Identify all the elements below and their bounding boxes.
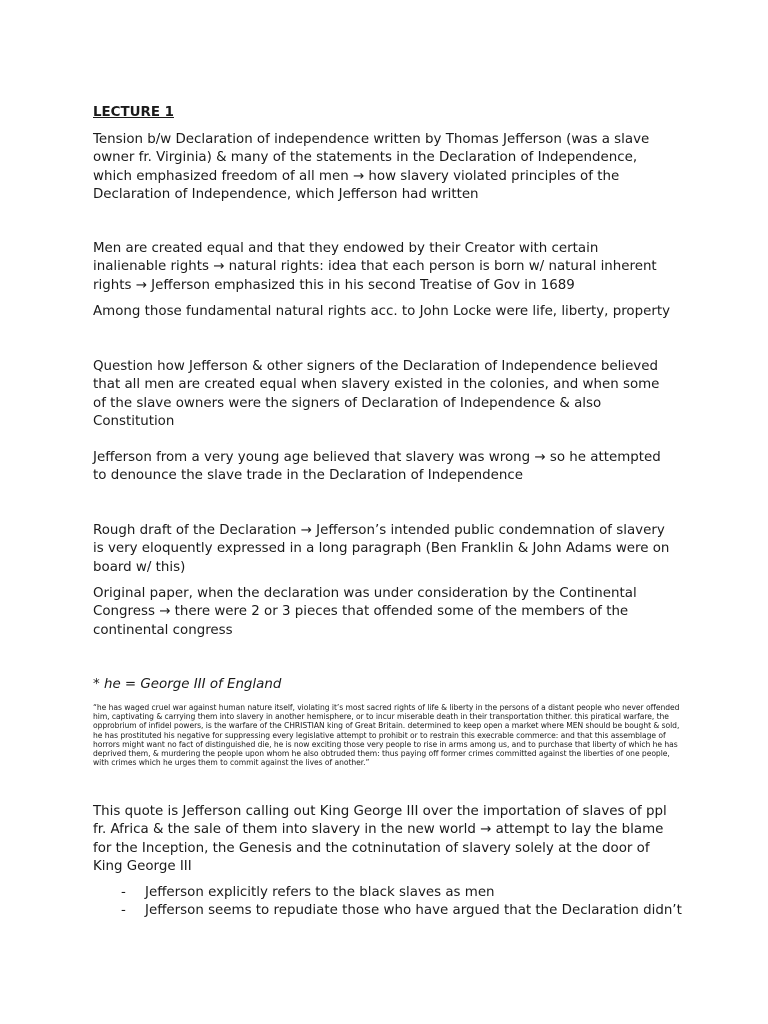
list-item-text: Jefferson seems to repudiate those who have argued that the Declaration didn’t [145,903,682,919]
list-item [93,902,693,920]
lecture-heading: LECTURE 1 [93,105,174,120]
paragraph-rough-draft: Rough draft of the Declaration → Jefferson’s intended public condemnation of slavery is very eloquently expressed in a long paragraph (Ben Franklin & John Adams were on board w/ this) [93,523,670,575]
paragraph-tension: Tension b/w Declaration of independence written by Thomas Jefferson (was a slave owner fr. Virginia) & many of the statements in the Declaration of Independence, which emphasized freedom of all men → how slavery violated principles of the Declaration of Independence, which Jefferson had written [93,132,650,202]
paragraph-original-paper: Original paper, when the declaration was under consideration by the Continental Congress → there were 2 or 3 pieces that offended some of the members of the continental congress [93,586,637,638]
paragraph-young-age: Jefferson from a very young age believed that slavery was wrong → so he attempted to denounce the slave trade in the Declaration of Independence [93,450,661,484]
list-item-text: Jefferson explicitly refers to the black slaves as men [145,885,495,900]
bullet-list [93,884,693,921]
list-item [93,884,693,902]
paragraph-locke-rights: Among those fundamental natural rights acc. to John Locke were life, liberty, property [93,304,671,319]
paragraph-natural-rights: Men are created equal and that they endowed by their Creator with certain inalienable rights → natural rights: idea that each person is born w/ natural inherent rights → Jefferson emphasized this in his second Treatise of Gov in 1689 [93,241,657,293]
bullet-dash: - [121,903,126,919]
paragraph-question-signers: Question how Jefferson & other signers of the Declaration of Independence believed that all men are created equal when slavery existed in the colonies, and when some of the slave owners were the signers of Declaration of Independence & also Constitution [93,359,660,429]
quote-label: * he = George III of England [93,677,282,692]
paragraph-quote-explanation: This quote is Jefferson calling out King George III over the importation of slaves of ppl fr. Africa & the sale of them into slavery in the new world → attempt to lay the blame for the Inception, the Genesis and the cotninutation of slavery solely at the door of King George III [93,804,667,874]
jefferson-quote: “he has waged cruel war against human nature itself, violating it’s most sacred rights of life & liberty in the persons of a distant people who never offended him, captivating & carrying them into slavery in another hemisphere, or to incur miserable death in their transportation thither. this piratical warfare, the opprobrium of infidel powers, is the warfare of the CHRISTIAN king of Great Britain. determined to keep open a market where MEN should be bought & sold, he has prostituted his negative for suppressing every legislative attempt to prohibit or to restrain this execrable commerce: and that this assemblage of horrors might want no fact of distinguished die, he is now exciting those very people to rise in arms among us, and to purchase that liberty of which he has deprived them, & murdering the people upon whom he also obtruded them: thus paying off former crimes committed against the liberties of one people, with crimes which he urges them to commit against the lives of another.” [93,703,680,768]
bullet-dash: - [121,885,126,900]
